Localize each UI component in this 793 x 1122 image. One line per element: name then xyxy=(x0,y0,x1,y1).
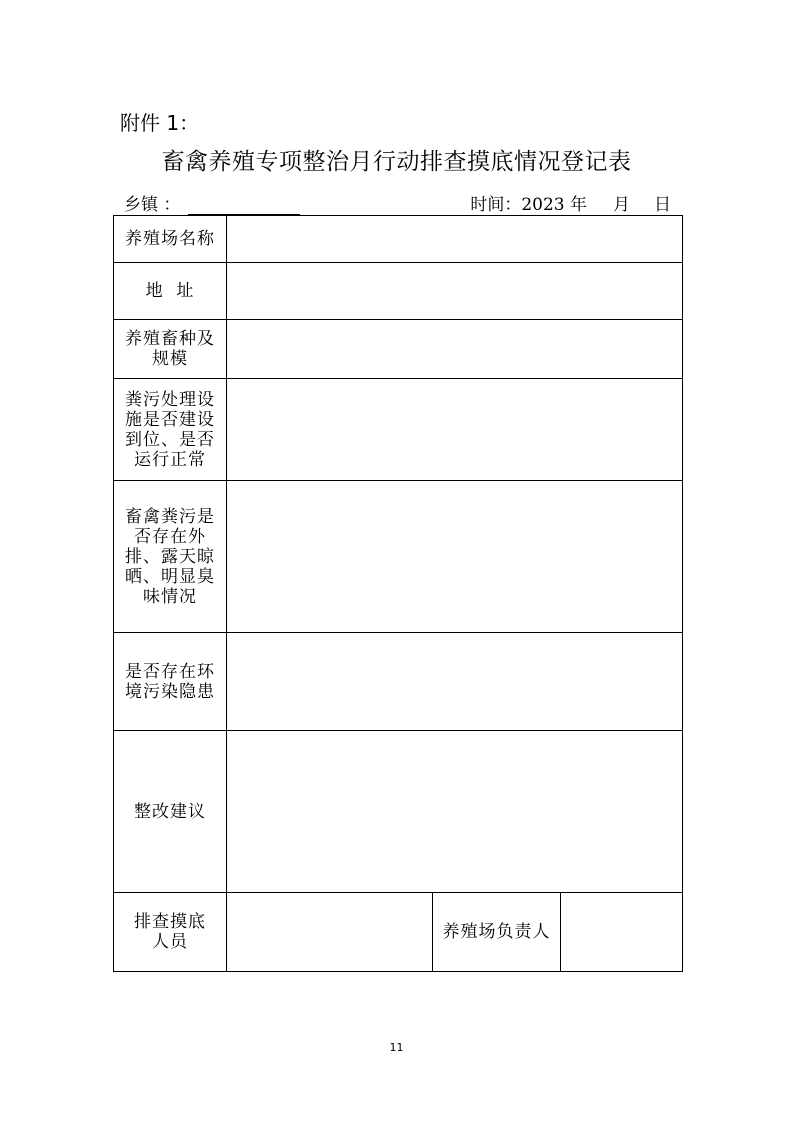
species-scale-label: 养殖畜种及规模 xyxy=(114,320,227,379)
address-cell[interactable] xyxy=(227,263,683,320)
inspector-label: 排查摸底人员 xyxy=(114,893,227,972)
address-label: 地 址 xyxy=(114,263,227,320)
table-row xyxy=(114,216,683,263)
table-row xyxy=(114,893,683,972)
table-row xyxy=(114,481,683,633)
time-label: 时间：2023 年 xyxy=(470,195,587,215)
form-title: 畜禽养殖专项整治月行动排查摸底情况登记表 xyxy=(161,149,632,175)
discharge-cell[interactable] xyxy=(227,481,683,633)
hazard-cell[interactable] xyxy=(227,633,683,731)
inspector-cell[interactable] xyxy=(227,893,433,972)
farm-owner-label: 养殖场负责人 xyxy=(433,893,561,972)
table-row xyxy=(114,320,683,379)
township-label: 乡镇 ： xyxy=(124,195,181,215)
day-label: 日 xyxy=(654,195,671,215)
month-label: 月 xyxy=(613,195,630,215)
township-field xyxy=(124,190,300,215)
registration-table xyxy=(113,215,683,972)
table-row xyxy=(114,633,683,731)
species-scale-cell[interactable] xyxy=(227,320,683,379)
manure-facility-label: 粪污处理设施是否建设到位、是否运行正常 xyxy=(114,379,227,481)
manure-facility-cell[interactable] xyxy=(227,379,683,481)
suggestion-label: 整改建议 xyxy=(114,731,227,893)
table-row xyxy=(114,731,683,893)
township-blank-line xyxy=(188,196,300,215)
attachment-label: 附件 1： xyxy=(120,111,200,135)
hazard-label: 是否存在环境污染隐患 xyxy=(114,633,227,731)
date-field xyxy=(470,190,671,215)
farm-name-label: 养殖场名称 xyxy=(114,216,227,263)
discharge-label: 畜禽粪污是否存在外排、露天晾晒、明显臭味情况 xyxy=(114,481,227,633)
farm-name-cell[interactable] xyxy=(227,216,683,263)
page-number: 11 xyxy=(389,1041,404,1054)
suggestion-cell[interactable] xyxy=(227,731,683,893)
table-row xyxy=(114,379,683,481)
farm-owner-cell[interactable] xyxy=(561,893,683,972)
table-row xyxy=(114,263,683,320)
